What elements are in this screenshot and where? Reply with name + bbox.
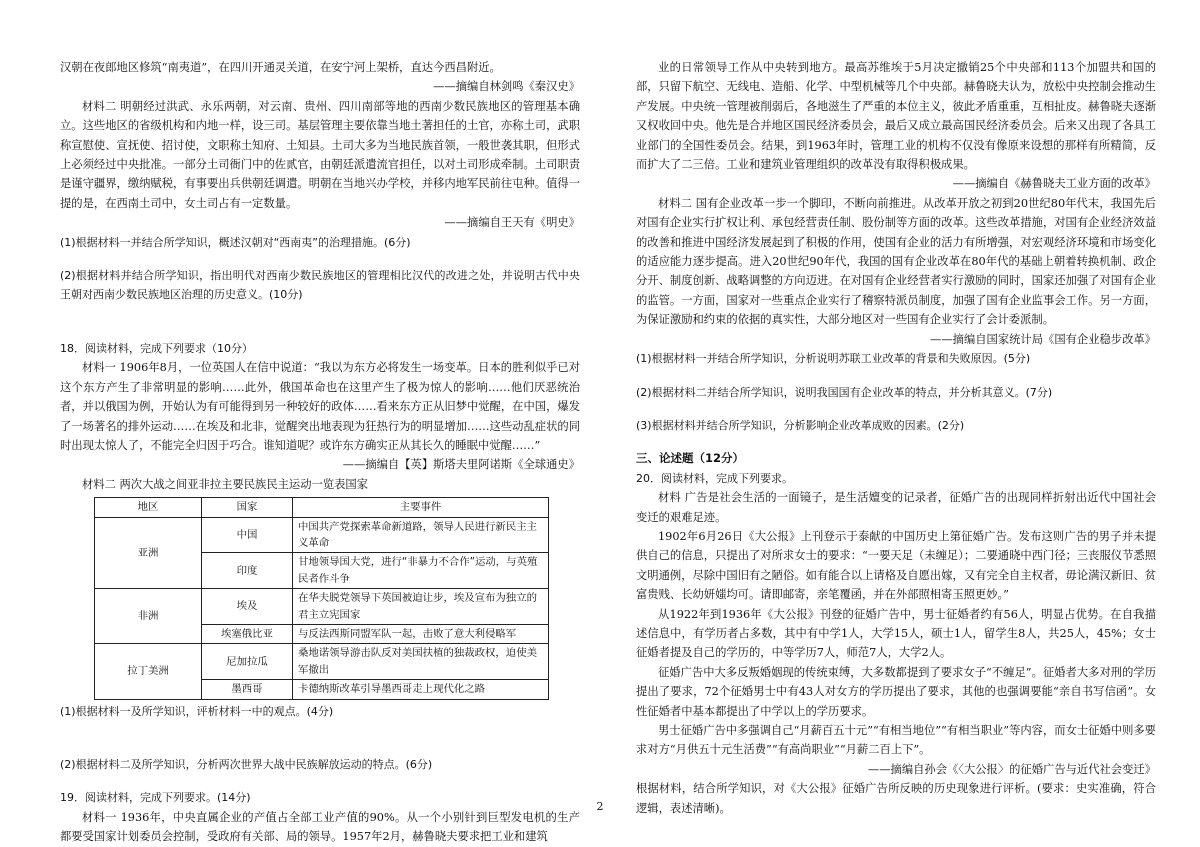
source-citation: ——摘编自国家统计局《国有企业稳步改革》 bbox=[930, 332, 1156, 346]
material-paragraph: 男士征婚广告中多强调自己“月薪百五十元”“有相当地位”“有相当职业”等内容，而女士征婚中则多要求对方“月供五十元生活费”“有高尚职业”“月薪二百上下”。 bbox=[636, 724, 1156, 757]
material-one-continued: 业的日常领导工作从中央转到地方。最高苏维埃于5月决定撤销25个中央部和113个加盟共和国的部，只留下航空、无线电、造船、化学、中型机械等几个中央部。赫鲁晓夫认为，放松中央控制会推动生产发展。中央统一管理被削弱后，各地滋生了严重的本位主义，彼此矛盾重重，互相扯皮。赫鲁晓夫逐渐又权收回中央。他先是合并地区国民经济委员会，最后又成立最高国民经济委员会。后来又出现了各具工业部门的全国性委员会。结果，到1963年时，管理工业的机构不仅没有像原来设想的那样有所精简，反而扩大了二三倍。工业和建筑业管理组织的改革没有取得积极成果。 bbox=[636, 61, 1156, 172]
table-row bbox=[95, 589, 549, 625]
material-two-text: 材料二 国有企业改革一步一个脚印，不断向前推进。从改革开放之初到20世纪80年代末，我国先后对国有企业实行扩权让利、承包经营责任制、股份制等方面的改革。这些改革措施，对国有企业经济效益的改善和推进中国经济发展起到了积极的作用，使国有企业的活力有所增强，对宏观经济环境和市场变化的适应能力逐步提高。进入20世纪90年代，我国的国有企业改革在80年代的基础上朝着转换机制、政企分开、制度创新、战略调整的方向迈进。在对国有企业经营者实行激励的同时，国家还加强了对国有企业的监管。一方面，国家对一些重点企业实行了稽察特派员制度，加强了国有企业监事会工作。另一方面，为保证激励和约束的依据的真实性，大部分地区对一些国有企业实行了会计委派制。 bbox=[636, 196, 1156, 327]
question-19-1: (1)根据材料一并结合所学知识，分析说明苏联工业改革的背景和失败原因。(5分) bbox=[636, 352, 1031, 366]
question-20-heading: 20．阅读材料，完成下列要求。 bbox=[636, 471, 793, 485]
question-20-requirement: 根据材料，结合所学知识，对《大公报》征婚广告所反映的历史现象进行评析。(要求：史实准确，符合逻辑，表述清晰)。 bbox=[636, 782, 1156, 815]
material-one-text: 材料一 1936年，中央直属企业的产值占全部工业产值的90%。从一个小别针到巨型发电机的生产都要受国家计划委员会控制，受政府有关部、局的领导。1957年2月，赫鲁晓夫要求把工业和建筑 bbox=[60, 810, 580, 844]
table-row bbox=[95, 644, 549, 680]
right-column bbox=[636, 58, 1156, 818]
question-19-3: (3)根据材料并结合所学知识，分析影响企业改革成败的因素。(2分) bbox=[636, 418, 965, 432]
source-citation: ——摘编自王天有《明史》 bbox=[444, 216, 580, 230]
left-column bbox=[60, 58, 580, 847]
question-17-2: (2)根据材料并结合所学知识，指出明代对西南少数民族地区的管理相比汉代的改进之处，并说明古代中央王朝对西南少数民族地区治理的历史意义。(10分) bbox=[60, 269, 580, 302]
event-cell: 甘地领导国大党，进行“非暴力不合作”运动，与英殖民者作斗争 bbox=[293, 553, 549, 589]
question-18-heading: 18．阅读材料，完成下列要求（10分） bbox=[60, 341, 253, 355]
country-cell: 埃及 bbox=[202, 589, 293, 625]
table-header-cell: 主要事件 bbox=[293, 498, 549, 517]
section-heading: 三、论述题（12分） bbox=[636, 451, 745, 466]
table-header-cell: 地区 bbox=[95, 498, 202, 517]
table-row bbox=[95, 517, 549, 553]
source-citation: ——摘编自孙会《〈大公报〉的征婚广告与近代社会变迁》 bbox=[867, 762, 1156, 776]
material-paragraph: 1902年6月26日《大公报》上刊登示于泰献的中国历史上第征婚广告。发布这则广告的男子并未提供自己的信息，只提出了对所求女士的要求：“一要天足（未缠足）；二要通晓中西门径；三丧服仪节悉照文明通例，尽除中国旧有之陋俗。如有能合以上请格及自愿出嫁，又有完全自主权者，毋论满汉新旧、贫富贵贱、长幼妍媸均可。请即邮寄，亲笔覆函，并在外部照相寄玉照更妙。” bbox=[636, 529, 1156, 602]
region-cell: 亚洲 bbox=[95, 517, 202, 589]
region-cell: 非洲 bbox=[95, 589, 202, 644]
source-citation: ——摘编自《赫鲁晓夫工业方面的改革》 bbox=[952, 177, 1156, 191]
question-18-2: (2)根据材料二及所学知识，分析两次世界大战中民族解放运动的特点。(6分) bbox=[60, 758, 433, 771]
event-cell: 与反法西斯同盟军队一起，击败了意大利侵略军 bbox=[293, 624, 549, 643]
material-text: 材料 广告是社会生活的一面镜子，是生活嬗变的记录者，征婚广告的出现同样折射出近代中国社会变迁的艰难足迹。 bbox=[636, 491, 1156, 524]
material-paragraph: 征婚广告中大多反叛婚姻现的传统束缚，大多数都提到了要求女子“不缠足”。征婚者大多对刑的学历提出了要求，72个征婚男士中有43人对女方的学历提出了要求，其他的也强调要能“亲自书写信函”。女性征婚者中基本都提出了中学以上的学历要求。 bbox=[636, 665, 1156, 718]
event-cell: 卡德纳斯改革引导墨西哥走上现代化之路 bbox=[293, 680, 549, 699]
country-cell: 埃塞俄比亚 bbox=[202, 624, 293, 643]
table-header-row bbox=[95, 498, 549, 517]
source-citation: ——摘编自【英】斯塔夫里阿诺斯《全球通史》 bbox=[342, 458, 580, 472]
material-one-text: 材料一 1906年8月，一位英国人在信中说道：“我以为东方必将发生一场变革。日本的胜利似乎已对这个东方产生了非常明显的影响……此外，俄国革命也在这里产生了极为惊人的影响……他们厌恶统治者，并以俄国为例，开始认为有可能得到另一种较好的政体……看来东方正从旧梦中觉醒，在中国，爆发了一场著名的排外运动……在埃及和北非，觉醒突出地表现为狂热行为的明显增加……这些动乱症状的同时出现太惊人了，不能完全归因于巧合。谁知道呢？或许东方确实正从其长久的睡眠中觉醒……” bbox=[60, 361, 580, 452]
material-text: 汉朝在夜郎地区修筑“南夷道”，在四川开通灵关道，在安宁河上架桥，直达今西昌附近。 bbox=[60, 61, 501, 74]
event-cell: 在华夫脱党领导下英国被迫让步，埃及宣布为独立的君主立宪国家 bbox=[293, 589, 549, 625]
material-two-text: 材料二 明朝经过洪武、永乐两朝，对云南、贵州、四川南部等地的西南少数民族地区的管理基本确立。这些地区的省级机构和内地一样，设三司。基层管理主要依靠当地土著担任的土官，亦称土司，武职称宣慰使、宣抚使、招讨使，文职称土知府、土知县。土司大多为当地民族首领，一般世袭其职，但形式上必须经过中央批准。一部分土司衙门中的佐贰官，由朝廷派遣流官担任，以对土司形成牵制。土司职责是谨守疆界，缴纳赋税，有事要出兵供朝廷调遣。明朝在当地兴办学校，并移内地军民前往屯种。值得一提的是，在西南土司中，女土司占有一定数量。 bbox=[60, 99, 580, 210]
page-number: 2 bbox=[596, 800, 604, 813]
material-paragraph: 从1922年到1936年《大公报》刊登的征婚广告中，男士征婚者约有56人，明显占优势。在自我描述信息中，有学历者占多数，其中有中学1人，大学15人，硕士1人，留学生8人，共25人，45%；女士征婚者提及自己的学历的，中等学历7人，师范7人，大学2人。 bbox=[636, 607, 1156, 660]
country-cell: 中国 bbox=[202, 517, 293, 553]
question-17-1: (1)根据材料一并结合所学知识，概述汉朝对“西南夷”的治理措施。(6分) bbox=[60, 235, 411, 249]
movements-table bbox=[94, 497, 549, 699]
event-cell: 桑地诺领导游击队反对美国扶植的独裁政权，迫使美军撤出 bbox=[293, 644, 549, 680]
source-citation: ——摘编自林剑鸣《秦汉史》 bbox=[433, 80, 580, 94]
question-19-2: (2)根据材料二并结合所学知识，说明我国国有企业改革的特点，并分析其意义。(7分) bbox=[636, 385, 1053, 399]
country-cell: 墨西哥 bbox=[202, 680, 293, 699]
question-19-heading: 19．阅读材料，完成下列要求。(14分) bbox=[60, 791, 251, 805]
country-cell: 尼加拉瓜 bbox=[202, 644, 293, 680]
table-caption: 材料二 两次大战之间亚非拉主要民族民主运动一览表国家 bbox=[82, 477, 369, 491]
question-18-1: (1)根据材料一及所学知识，评析材料一中的观点。(4分) bbox=[60, 704, 334, 718]
table-header-cell: 国家 bbox=[202, 498, 293, 517]
region-cell: 拉丁美洲 bbox=[95, 644, 202, 699]
event-cell: 中国共产党探索革命新道路，领导人民进行新民主主义革命 bbox=[293, 517, 549, 553]
country-cell: 印度 bbox=[202, 553, 293, 589]
